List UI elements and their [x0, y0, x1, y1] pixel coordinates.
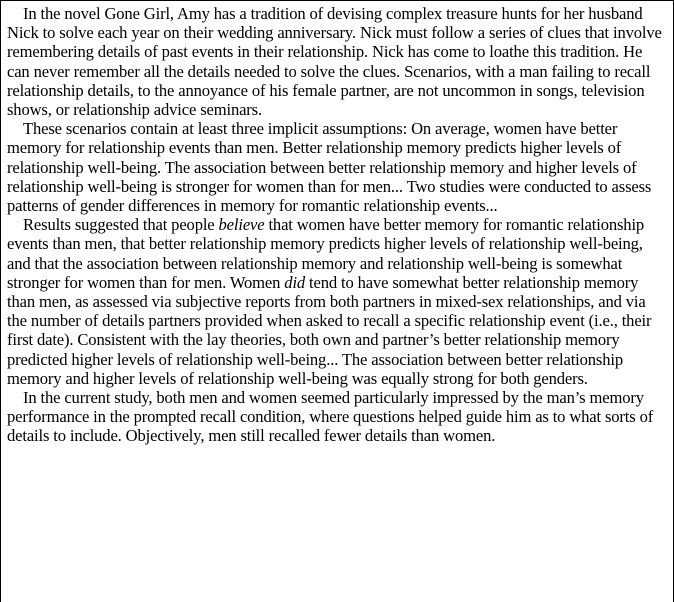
paragraph-4-text: In the current study, both men and women seemed particularly impressed by the man’s memory performance in the prompted recall condition, where questions helped guide him as to what sorts of details to include. Objectively, men still recalled fewer details than women. — [7, 388, 654, 446]
paragraph-3-text-c: tend to have somewhat better relationship memory than men, as assessed via subjective reports from both partners in mixed-sex relationships, and via the number of details partners provided when asked to recall a specific relationship event (i.e., their first date). Consistent with the lay theories, both own and partner’s better relationship memory predicted higher levels of relationship well-being... The association between better relationship memory and higher levels of relationship well-being was equally strong for both genders. — [7, 272, 652, 388]
paragraph-4 — [7, 388, 668, 446]
paragraph-3-text-a: Results suggested that people — [23, 215, 219, 235]
paragraph-3-emphasis-did: did — [284, 272, 306, 292]
paragraph-3-text-b: that women have better memory for romantic relationship events than men, that better relationship memory predicts higher levels of relationship well-being, and that the association between relationship memory and relationship well-being is somewhat stronger for women than for men. Women — [7, 215, 645, 292]
paragraph-2 — [7, 119, 668, 215]
paragraph-1 — [7, 4, 668, 119]
paragraph-1-text: In the novel Gone Girl, Amy has a tradition of devising complex treasure hunts for her husband Nick to solve each year on their wedding anniversary. Nick must follow a series of clues that involve remembering details of past events in their relationship. Nick has come to loathe this tradition. He can never remember all the details needed to solve the clues. Scenarios, with a man failing to recall relationship details, to the annoyance of his female partner, are not uncommon in songs, television shows, or relationship advice seminars. — [7, 4, 662, 120]
paragraph-3 — [7, 215, 668, 388]
paragraph-3-emphasis-believe: believe — [218, 215, 265, 235]
paragraph-2-text: These scenarios contain at least three implicit assumptions: On average, women have better memory for relationship events than men. Better relationship memory predicts higher levels of relationship well-being. The association between better relationship memory and higher levels of relationship well-being is stronger for women than for men... Two studies were conducted to assess patterns of gender differences in memory for romantic relationship events... — [7, 119, 652, 216]
